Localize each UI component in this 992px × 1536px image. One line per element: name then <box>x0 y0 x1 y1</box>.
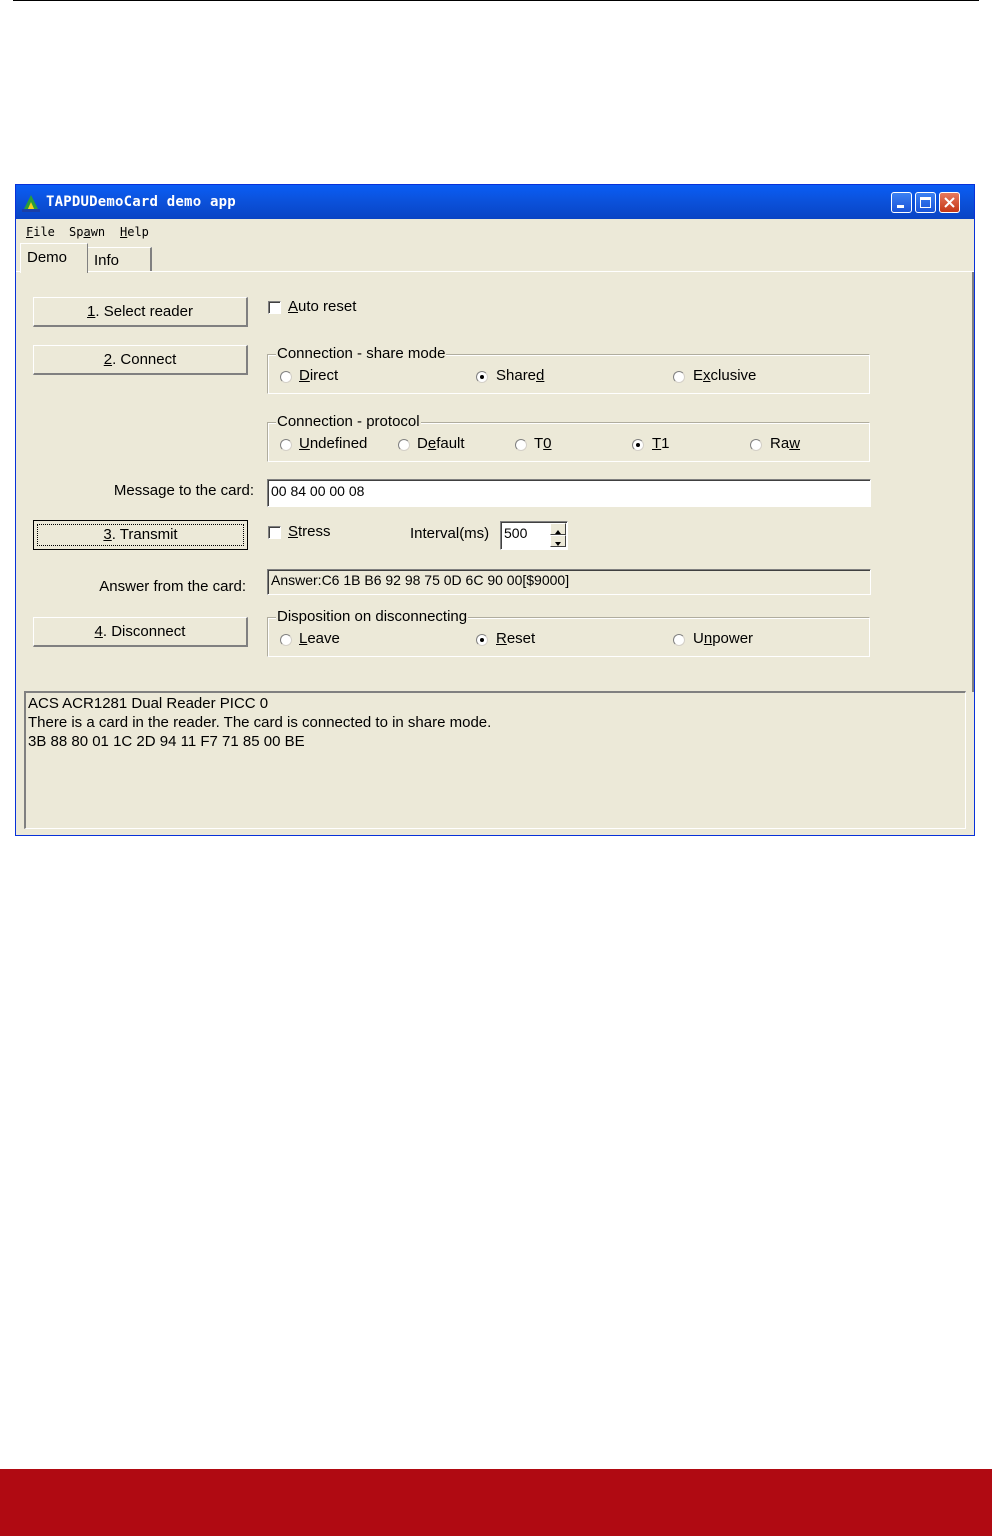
interval-spinner <box>550 523 566 548</box>
auto-reset-checkbox[interactable] <box>268 301 281 314</box>
tab-info[interactable]: Info <box>88 247 152 272</box>
connect-button[interactable]: 2. Connect <box>33 345 248 375</box>
maximize-icon <box>916 193 935 212</box>
auto-reset-label: Auto reset <box>288 298 357 315</box>
menu-spawn[interactable]: Spawn <box>69 225 106 239</box>
page-footer-bar <box>0 1469 992 1536</box>
radio-direct-label: Direct <box>299 367 339 384</box>
demo-tab-panel <box>16 272 974 692</box>
app-logo-icon <box>22 194 40 212</box>
radio-exclusive-label: Exclusive <box>693 367 757 384</box>
menu-bar <box>16 220 974 242</box>
radio-leave-label: Leave <box>299 630 340 647</box>
radio-default-label: Default <box>417 435 465 452</box>
spin-down-button[interactable] <box>550 535 566 547</box>
radio-reset-label: Reset <box>496 630 536 647</box>
stress-label: Stress <box>288 523 331 540</box>
share-mode-title: Connection - share mode <box>277 345 446 362</box>
interval-input[interactable]: 500 <box>500 521 568 550</box>
radio-shared[interactable] <box>476 371 488 383</box>
title-bar[interactable] <box>16 185 974 219</box>
radio-leave[interactable] <box>280 634 292 646</box>
radio-t0-label: T0 <box>534 435 552 452</box>
radio-unpower[interactable] <box>673 634 685 646</box>
log-line: 3B 88 80 01 1C 2D 94 11 F7 71 85 00 BE <box>28 733 305 750</box>
menu-help[interactable]: Help <box>120 225 149 239</box>
protocol-group <box>267 413 870 462</box>
radio-default[interactable] <box>398 439 410 451</box>
message-input[interactable]: 00 84 00 00 08 <box>267 479 871 507</box>
radio-raw-label: Raw <box>770 435 801 452</box>
radio-shared-label: Shared <box>496 367 545 384</box>
log-line: ACS ACR1281 Dual Reader PICC 0 <box>28 695 269 712</box>
disposition-group <box>267 608 870 657</box>
radio-undefined-label: Undefined <box>299 435 368 452</box>
disconnect-button[interactable]: 4. Disconnect <box>33 617 248 647</box>
close-button[interactable] <box>939 192 960 213</box>
message-label: Message to the card: <box>113 482 254 499</box>
radio-unpower-label: Unpower <box>693 630 754 647</box>
radio-t1-label: T1 <box>652 435 670 452</box>
answer-label: Answer from the card: <box>99 578 246 595</box>
maximize-button[interactable] <box>915 192 936 213</box>
radio-t0[interactable] <box>515 439 527 451</box>
menu-file[interactable]: File <box>26 225 55 239</box>
radio-direct[interactable] <box>280 371 292 383</box>
spin-up-button[interactable] <box>550 523 566 535</box>
stress-checkbox[interactable] <box>268 526 281 539</box>
page-top-rule <box>13 0 979 1</box>
share-mode-group <box>267 345 870 394</box>
radio-t1[interactable] <box>632 439 644 451</box>
radio-raw[interactable] <box>750 439 762 451</box>
disposition-title: Disposition on disconnecting <box>277 608 468 625</box>
log-line: There is a card in the reader. The card is connected to in share mode. <box>28 714 492 731</box>
minimize-icon <box>892 193 911 212</box>
minimize-button[interactable] <box>891 192 912 213</box>
close-icon <box>940 193 959 212</box>
select-reader-button[interactable]: 1. Select reader <box>33 297 248 327</box>
status-log[interactable] <box>24 691 966 829</box>
app-window <box>15 184 975 836</box>
window-title: TAPDUDemoCard demo app <box>46 194 236 210</box>
radio-exclusive[interactable] <box>673 371 685 383</box>
answer-output: Answer:C6 1B B6 92 98 75 0D 6C 90 00[$9000] <box>267 569 871 595</box>
triangle-down-icon <box>551 539 565 549</box>
transmit-button[interactable]: 3. Transmit <box>33 520 248 550</box>
tab-demo[interactable]: Demo <box>20 243 88 273</box>
radio-reset[interactable] <box>476 634 488 646</box>
protocol-title: Connection - protocol <box>277 413 420 430</box>
radio-undefined[interactable] <box>280 439 292 451</box>
interval-label: Interval(ms) <box>410 525 490 542</box>
